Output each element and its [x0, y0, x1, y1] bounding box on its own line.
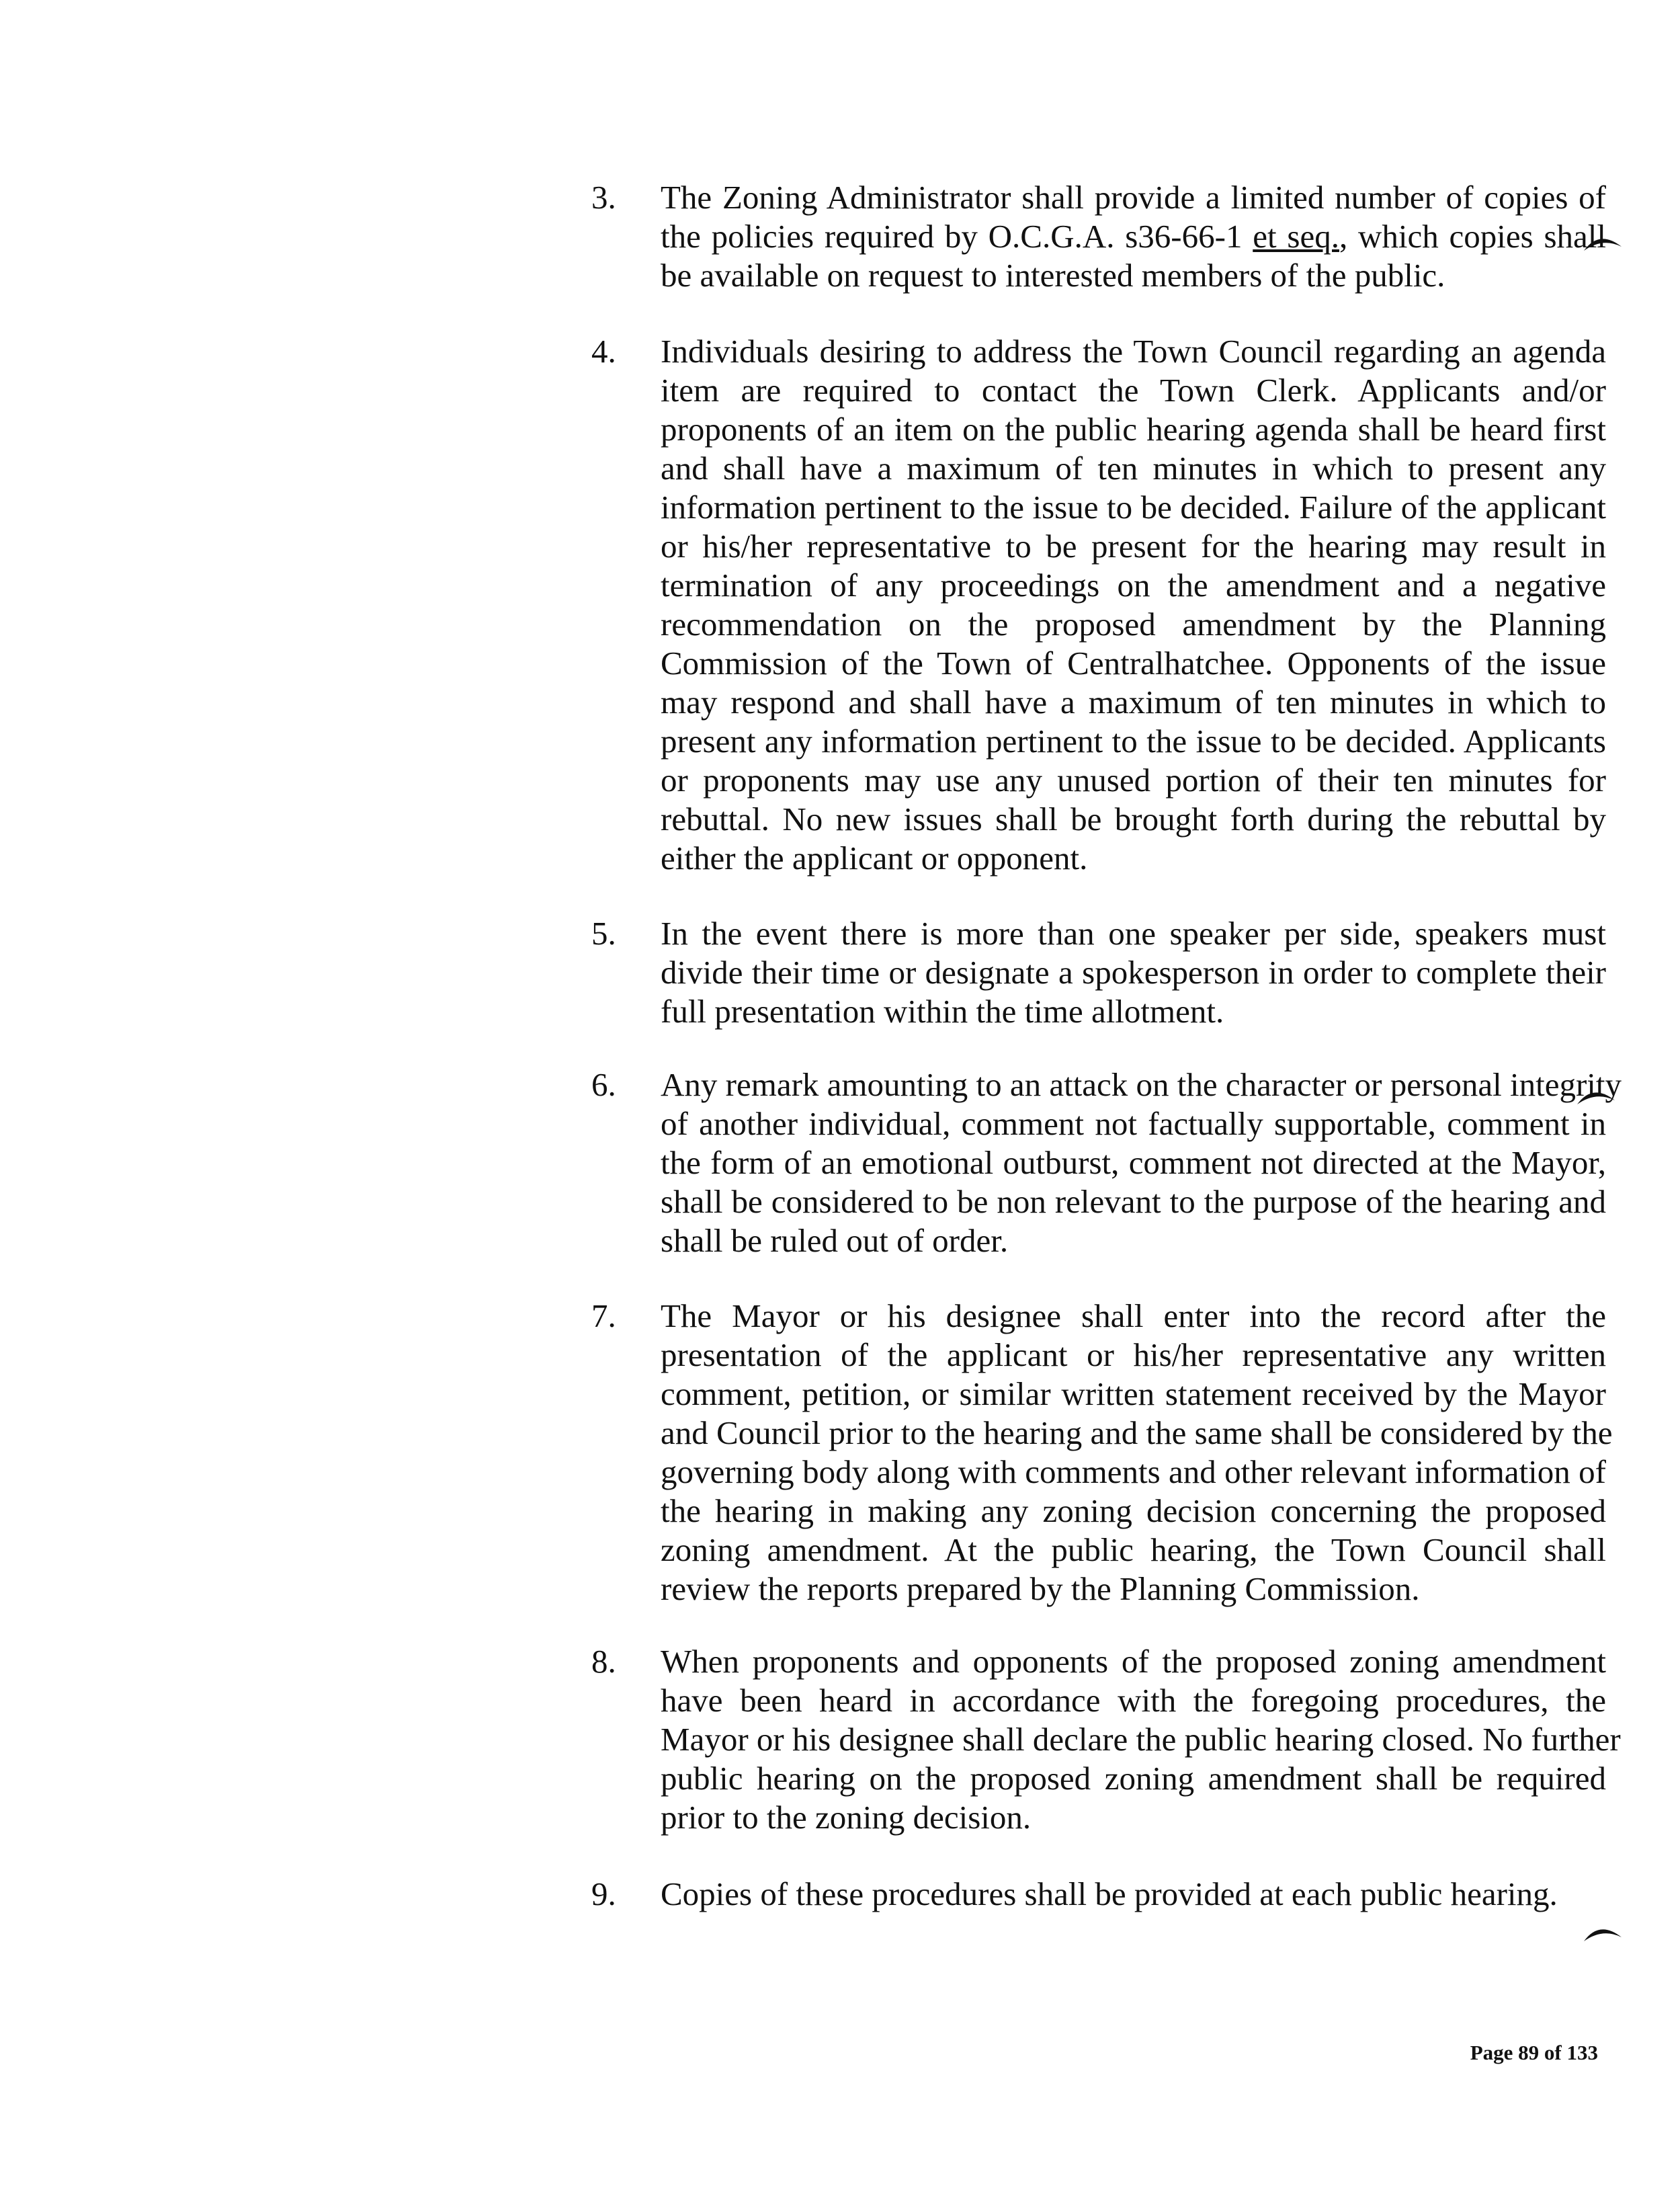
binder-hole-mark-icon: [1576, 1086, 1616, 1106]
item-number: 6.: [591, 1066, 616, 1103]
citation-underline: et seq.: [1253, 218, 1339, 255]
text-line: The Zoning Administrator shall provide a limited number of copies of: [661, 179, 1606, 216]
item-text: [661, 1875, 1606, 1914]
text-line: In the event there is more than one speaker per side, speakers must: [661, 915, 1606, 952]
text-line: the policies required by O.C.G.A. s36-66-1 et seq., which copies shall: [661, 218, 1607, 255]
text-line: Any remark amounting to an attack on the character or personal integrity: [661, 1066, 1622, 1103]
item-text: [661, 178, 1606, 295]
binder-hole-mark-icon: [1583, 1922, 1623, 1943]
text-line: item are required to contact the Town Clerk. Applicants and/or: [661, 372, 1606, 409]
item-number: 9.: [591, 1875, 616, 1912]
text-line: or his/her representative to be present for the hearing may result in: [661, 528, 1606, 565]
text-line: divide their time or designate a spokesperson in order to complete their: [661, 954, 1606, 991]
item-number: 5.: [591, 915, 616, 952]
text-line: rebuttal. No new issues shall be brought forth during the rebuttal by: [661, 801, 1606, 838]
item-text: [661, 1642, 1621, 1837]
text-line: present any information pertinent to the issue to be decided. Applicants: [661, 723, 1606, 760]
text-line: either the applicant or opponent.: [661, 840, 1088, 877]
text-line: recommendation on the proposed amendment by the Planning: [661, 606, 1606, 643]
text-line: Copies of these procedures shall be provided at each public hearing.: [661, 1875, 1558, 1912]
text-line: proponents of an item on the public hearing agenda shall be heard first: [661, 411, 1606, 448]
text-line: zoning amendment. At the public hearing, the Town Council shall: [661, 1531, 1606, 1568]
text-line: prior to the zoning decision.: [661, 1799, 1032, 1836]
text-line: the form of an emotional outburst, comment not directed at the Mayor,: [661, 1144, 1606, 1181]
item-text: [661, 914, 1606, 1031]
text-line: the hearing in making any zoning decision concerning the proposed: [661, 1492, 1606, 1529]
text-line: Individuals desiring to address the Town Council regarding an agenda: [661, 333, 1606, 370]
text-line: public hearing on the proposed zoning amendment shall be required: [661, 1760, 1606, 1797]
text-line: may respond and shall have a maximum of ten minutes in which to: [661, 684, 1606, 721]
item-number: 3.: [591, 179, 616, 216]
text-line: review the reports prepared by the Planning Commission.: [661, 1570, 1420, 1607]
binder-hole-mark-icon: [1583, 232, 1623, 252]
text-line: and shall have a maximum of ten minutes in which to present any: [661, 450, 1606, 487]
item-text: [661, 332, 1606, 878]
text-line: Commission of the Town of Centralhatchee. Opponents of the issue: [661, 645, 1606, 682]
text-line: When proponents and opponents of the proposed zoning amendment: [661, 1643, 1606, 1680]
text-line: comment, petition, or similar written statement received by the Mayor: [661, 1375, 1606, 1412]
text-line: or proponents may use any unused portion of their ten minutes for: [661, 762, 1606, 799]
text-line: shall be ruled out of order.: [661, 1222, 1009, 1259]
text-line: full presentation within the time allotment.: [661, 993, 1224, 1030]
text-line: governing body along with comments and other relevant information of: [661, 1453, 1606, 1490]
text-line: information pertinent to the issue to be decided. Failure of the applicant: [661, 489, 1606, 526]
text-line: The Mayor or his designee shall enter into the record after the: [661, 1297, 1606, 1334]
text-line: presentation of the applicant or his/her representative any written: [661, 1336, 1606, 1373]
item-text: [661, 1297, 1613, 1609]
item-number: 4.: [591, 333, 616, 370]
item-number: 8.: [591, 1643, 616, 1680]
page-number: Page 89 of 133: [1470, 2041, 1598, 2064]
text-line: Mayor or his designee shall declare the public hearing closed. No further: [661, 1721, 1621, 1758]
text-line: of another individual, comment not factually supportable, comment in: [661, 1105, 1606, 1142]
text-line: and Council prior to the hearing and the same shall be considered by the: [661, 1414, 1613, 1451]
text-line: termination of any proceedings on the amendment and a negative: [661, 567, 1606, 604]
item-text: [661, 1065, 1622, 1260]
text-line: be available on request to interested members of the public.: [661, 257, 1445, 294]
text-line: have been heard in accordance with the foregoing procedures, the: [661, 1682, 1606, 1719]
text-line: shall be considered to be non relevant to the purpose of the hearing and: [661, 1183, 1606, 1220]
item-number: 7.: [591, 1297, 616, 1334]
